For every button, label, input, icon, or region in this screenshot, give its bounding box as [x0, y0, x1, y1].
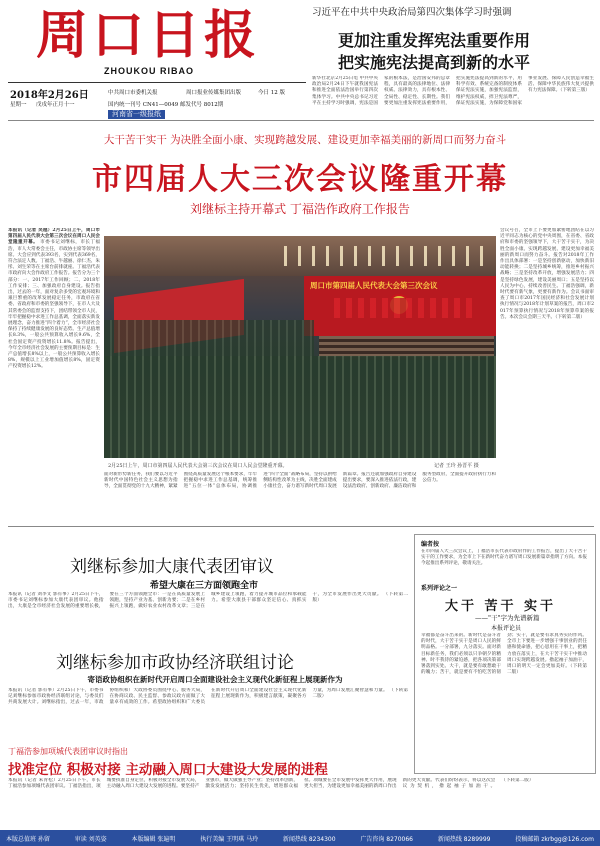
flags: [334, 298, 474, 318]
congress-photo: [104, 236, 496, 458]
banner-slogan: 大干苦干实干 为决胜全面小康、实现跨越发展、建设更加幸福美丽的新周口而努力奋斗: [103, 134, 507, 146]
masthead: [8, 4, 308, 116]
commentary-headline: 大干 苦干 实干: [445, 599, 557, 614]
cn-code: 国内统一刊号 CN41—0049 邮发代号 8012期: [108, 102, 224, 108]
story4-endnote: （下转第二版）: [501, 778, 534, 783]
commentary-box: [414, 534, 596, 774]
weekday: 星期一: [10, 102, 27, 108]
top-headline-2: 把实施宪法提高到新的水平: [338, 53, 531, 72]
footer-item-email[interactable]: 投稿邮箱 zkrbgg@126.com: [515, 835, 594, 843]
lead-right-column: 会议号召，全市上下要更加紧密地团结在以习近平同志为核心的党中央周围，在省委、省政府和市委的坚强领导下，大干苦干实干，为决胜全面小康、实现跨越发展、建设更加幸福美丽的新周口而努力奋斗。报告对2018年工作作出具体部署：一是坚持创新驱动，加快新旧动能转换；二是坚持城乡统筹，推进乡村振兴战略；三是坚持改革开放，增强发展活力；四是坚持绿色发展，建设美丽周口；五是坚持以人民为中心，持续改善民生。丁福浩强调，新时代要有新气象，更要有新作为。会议书面审查了周口市2017年国民经济和社会发展计划执行情况与2018年计划草案的报告，周口市2017年预算执行情况与2018年预算草案的报告。本次会议会期三天半。（下转第二版）: [500, 228, 594, 320]
lead-headline: 市四届人大三次会议隆重开幕: [92, 162, 508, 197]
story3-headline: 刘继标参加市政协经济联组讨论: [56, 653, 294, 673]
footer-item-news-hotline: 新闻热线 8234300: [282, 835, 336, 843]
lead-left-column: 本报讯（记者 吴越）2月25日上午，周口市第四届人民代表大会第三次会议在周口人民会堂隆重开幕。 市委书记刘继标，市长丁福浩，市人大常委会主任，市政协主席等领导出席。大会应到代表393名，实到代表369名，符合法定人数。丁福浩、牛越丽、徐仁杰、朱彤、刘生荣等在主席台前排就座。丁福浩代表市政府向大会作政府工作报告。报告分为三个部分：一、2017年工作回顾；二、2018年工作安排；三、加强政府自身建设。报告指出，过去的一年，面对复杂多变的宏观环境和艰巨繁重的改革发展稳定任务，市政府在省委、省政府和市委的坚强领导下，在市人大及其常委会的监督支持下，团结带领全市人民，牢牢把握稳中求进工作总基调，全面落实新发展理念，奋力推进“四个着力”，全市经济社会保持了持续健康发展的良好态势。生产总值增长8.3%，一般公共预算收入增长9.6%，全社会固定资产投资增长11.8%。报告提出，今年全市经济社会发展的主要预期目标是：生产总值增长8%以上，一般公共预算收入增长8%，规模以上工业增加值增长8%，固定资产投资增长12%。: [8, 228, 100, 370]
footer-item-proofreader: 审读 刘英姿: [74, 835, 107, 843]
commentary-body: 幸福都是奋斗出来的。新时代是奋斗者的时代，大干苦干实干是周口人民的鲜明品格。一分部署，九分落实。面对新目标新任务，我们必须以只争朝夕的精神、时不我待的紧迫感，把各项决策部署落到实处。大干，就是要有敢想敢干的魄力；苦干，就是要有不怕吃苦的韧劲；实干，就是要有求真务实的作风。全市上下要进一步增强干事创业的责任感和使命感，把心思用在干事上，把精力放在落实上，在大干苦干实干中推动周口实现跨越发展。撸起袖子加油干，周口的明天一定会更加美好。（下转第二版）: [421, 633, 587, 676]
lead-bottom-rule: [8, 526, 594, 527]
story2-headline: 刘继标参加大康代表团审议: [70, 557, 274, 577]
newspaper-name: 周口日报: [36, 5, 261, 66]
commentary-label: 编者按: [421, 541, 440, 548]
publisher-2: 周口报业传媒集团出版: [186, 90, 242, 96]
lead-intro: 本报讯（记者 吴越）2月25日上午，周口市第四届人民代表大会第三次会议在周口人民会堂隆重开幕。: [8, 228, 100, 246]
audience-seats: [104, 356, 496, 458]
commentary-author: 本报评论员: [491, 625, 522, 632]
footer-bar: [0, 830, 600, 846]
story3-subhead: 寄语政协组织在新时代开启周口全面建设社会主义现代化新征程上展现新作为: [87, 675, 343, 684]
photo-caption: 2月25日上午，周口市第四届人民代表大会第三次会议在周口人民会堂隆重开幕。: [108, 463, 288, 469]
footer-item-ad-hotline: 广告咨询 8270066: [360, 835, 414, 843]
issue-note: 今日 12 版: [258, 90, 285, 96]
newspaper-pinyin: ZHOUKOU RIBAO: [104, 66, 194, 76]
top-kicker: 习近平在中共中央政治局第四次集体学习时强调: [312, 7, 512, 18]
top-story-body: 新华社北京2月25日电 中共中央政治局2月24日下午就我国宪法和推进全面依法治国举行第四次集体学习。中共中央总书记习近平在主持学习时强调，宪法是国家的根本法，是治国安邦的总章程，具有最高的法律地位、法律权威、法律效力，具有根本性、全局性、稳定性、长期性。我们要更加注重发挥宪法重要作用，把实施宪法提高到新的水平，用科学有效、系统完备的制度体系保证宪法实施，加强宪法监督，维护宪法权威，捍卫宪法尊严，保证宪法实施，为保障党和国家事业发展、保障人民创造幸福生活、保障中华民族伟大复兴提供有力宪法保障。（下转第三版）: [312, 76, 594, 106]
footer-item-page-editor: 本版编辑 张遍明: [131, 835, 176, 843]
grade-badge: 河南省一级报纸: [108, 110, 165, 119]
story2-body: 本报讯（记者 刘李文 郭有事）2月25日下午，市委书记刘继标参加大康代表团审议。他指出，大康是全市经济社会发展的重要增长极，要在三个方面领跑全市：一是在高质量发展上领跑，坚持产业为基、创新为要；二是在乡村振兴上领跑，做好农业农村改革文章；三是在城乡建设上领跑，着力提升城市品位和承载能力。希望大康县干部群众坚定信心、真抓实干，为全市发展作出更大贡献。 （下转第二版）: [8, 592, 408, 610]
lead-subhead: 刘继标主持开幕式 丁福浩作政府工作报告: [190, 202, 410, 216]
lunar-date: 戊戌年正月十一: [36, 102, 75, 108]
masthead-divider: [8, 82, 306, 83]
masthead-bottom-rule: [8, 120, 594, 121]
top-right-story: [312, 4, 594, 116]
story2-endnote: （下转第二版）: [312, 592, 408, 604]
top-headline-1: 更加注重发挥宪法重要作用: [338, 31, 531, 50]
photo-credit: 记者 王玲 孙晋平 摄: [434, 463, 479, 469]
date-line: 2018年2月26日: [10, 90, 89, 101]
ceiling-lights: [284, 246, 484, 266]
footer-item-designer: 执行美编 王明琪 马玲: [200, 835, 259, 843]
story3-body: 本报讯（记者 郭有事）2月25日下午，市委书记刘继标参加市政协经济联组讨论，与委员们共商发展大计。刘继标指出，过去一年，市政协组织和广大政协委员围绕中心、服务大局，在协商议政、民主监督、参政议政方面做了大量卓有成效的工作。希望政协组织和广大委员在新时代开启周口全面建设社会主义现代化新征程上展现新作为，积极建言献策，凝聚各方力量，为周口发展汇聚智慧和力量。 （下转第二版）: [8, 688, 408, 706]
footer-item-duty-editor: 本版总值班 孙留: [6, 835, 50, 843]
stage-banner: 周口市第四届人民代表大会第三次会议: [310, 281, 438, 290]
lead-bottom-columns: 面对新形势新任务，我们要以习近平新时代中国特色社会主义思想为指导，全面贯彻党的十九大精神，紧紧围绕高质量发展这个根本要求，牢牢把握稳中求进工作总基调，统筹推进“五位一体”总体布局，协调推进“四个全面”战略布局，坚持以供给侧结构性改革为主线，决胜全面建成小康社会，奋力谱写新时代周口发展新篇章。报告还就加强政府自身建设提出要求，要深入推进依法行政，建设法治政府、创新政府、廉洁政府和服务型政府，全面提升政府执行力和公信力。: [104, 472, 496, 490]
commentary-series: 系列评论之一: [421, 585, 458, 592]
audience-seats-back: [104, 320, 314, 360]
story2-subhead: 希望大康在三方面领跑全市: [150, 581, 259, 591]
story3-endnote: （下转第二版）: [312, 688, 408, 700]
story4-headline: 找准定位 积极对接 主动融入周口大建设大发展的进程: [8, 762, 328, 778]
commentary-subhead: ——"干"字为先谱新篇: [475, 614, 540, 622]
commentary-editors-note: 在市四届人大三次会议上，丁福浩市长代表市政府作的工作报告，提出了大干苦干实干的工作要求，为全市上下在新时代奋力谱写周口发展新篇章指明了方向。本报今起推出系列评论，敬请关注。: [421, 549, 587, 567]
story4-kicker: 丁福浩参加项城代表团审议时指出: [8, 747, 128, 756]
story4-body: 本报讯（记者 朱青松）2月25日下午，市长丁福浩参加项城代表团审议。丁福浩指出，项城要找准自身定位，积极对接全市发展大局，主动融入周口大建设大发展的进程。要坚持产业强市，做大做强主导产业；坚持改革创新，激发发展活力；坚持民生优先，增进群众福祉。项城要在全市发展中发挥更大作用，展现更大担当，为建设更加幸福美丽的新周口作出新的更大贡献。代表们纷纷表示，将以这次会议为契机，撸起袖子加油干。 （下转第二版）: [8, 778, 534, 790]
footer-item-news-hotline-2: 新闻热线 8289999: [437, 835, 491, 843]
publisher-1: 中共周口市委机关报: [108, 90, 158, 96]
story2-byline: 本报讯（记者 刘李文 郭有事）: [8, 592, 72, 597]
